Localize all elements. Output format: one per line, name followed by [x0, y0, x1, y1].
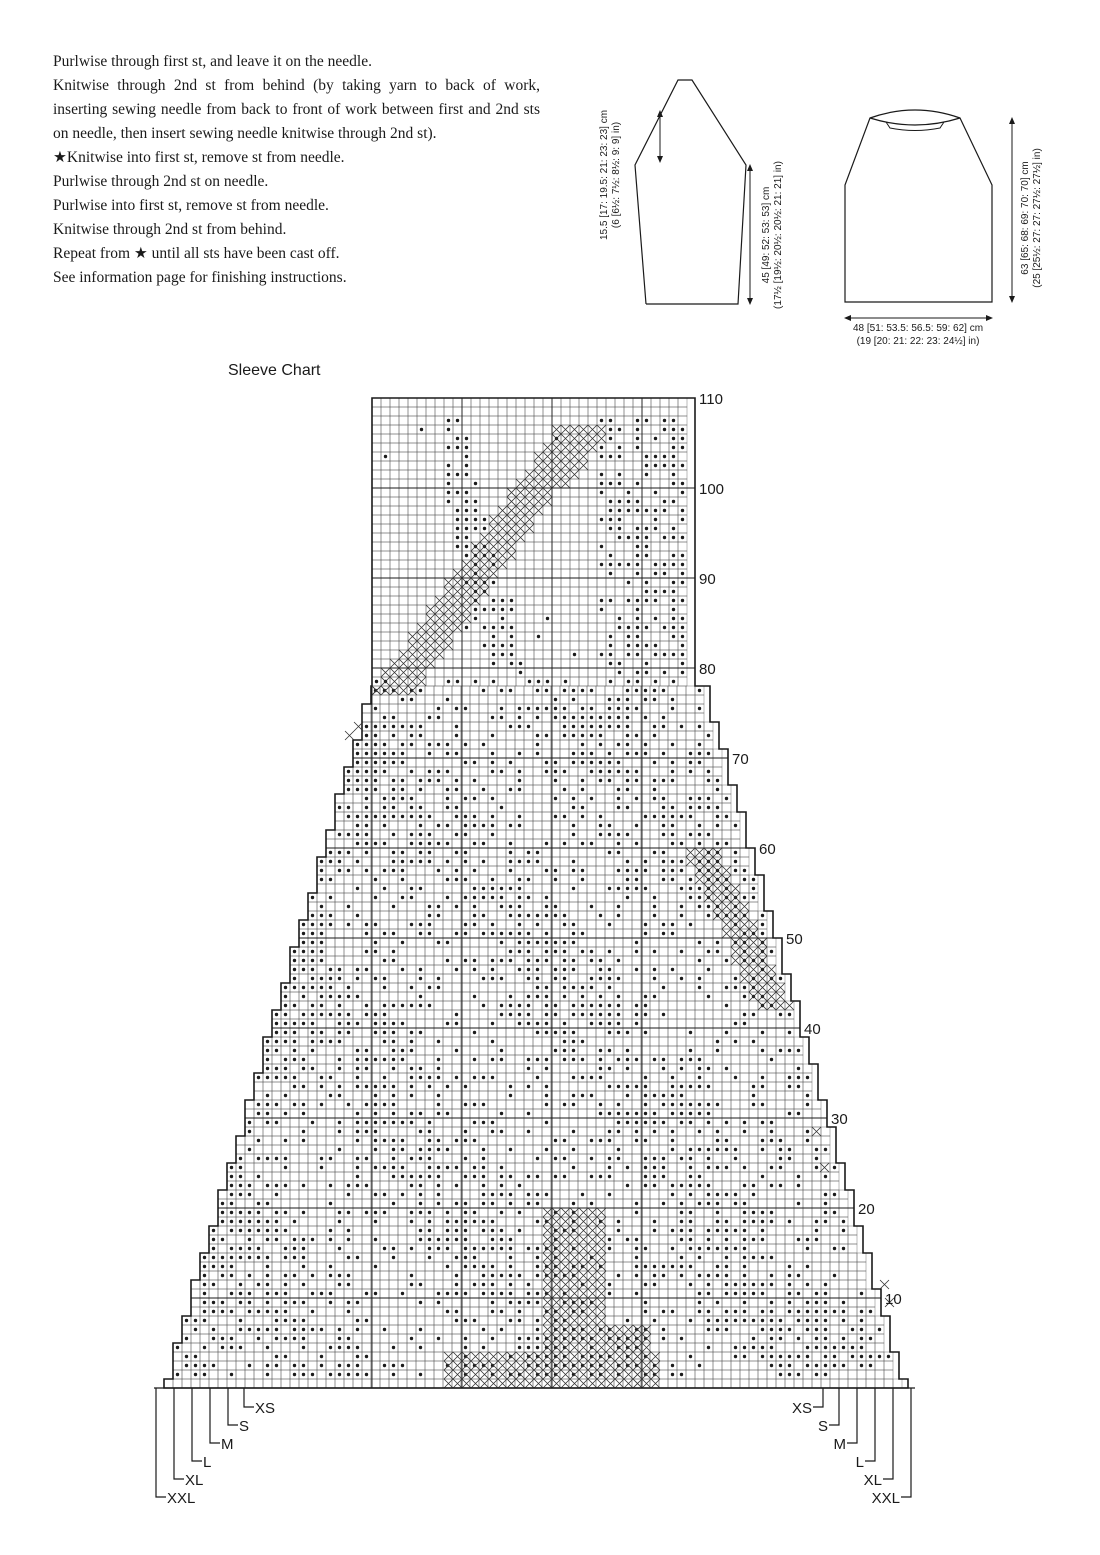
size-bracket-left: [174, 1388, 184, 1479]
chart-title: Sleeve Chart: [228, 362, 321, 379]
sleeve-length-cm: 45 [49: 52: 53: 53] cm: [761, 186, 772, 284]
row-label: 30: [831, 1111, 848, 1128]
instruction-line-5: Purlwise into first st, remove st from needle.: [53, 197, 329, 214]
row-label: 50: [786, 931, 803, 948]
size-label-right: M: [833, 1436, 846, 1453]
size-label-left: S: [239, 1418, 250, 1435]
body-length-cm: 63 [65: 68: 69: 70: 70] cm: [1020, 161, 1031, 275]
size-bracket-left: [192, 1388, 202, 1461]
size-label-left: L: [203, 1454, 212, 1471]
chart-grid: [164, 398, 902, 1388]
body-width-cm: 48 [51: 53.5: 56.5: 59: 62] cm: [852, 323, 984, 334]
instruction-line-8: See information page for finishing instructions.: [53, 269, 347, 286]
body-length-in: (25 [25½: 27: 27: 27½: 27½] in): [1032, 148, 1043, 288]
instruction-line-1: Purlwise through first st, and leave it on the needle.: [53, 53, 372, 70]
size-label-left: XL: [185, 1472, 204, 1489]
row-label: 80: [699, 661, 716, 678]
row-label: 40: [804, 1021, 821, 1038]
size-bracket-right: [883, 1388, 893, 1479]
size-bracket-right: [813, 1388, 823, 1407]
sleeve-cap-cm: 15.5 [17: 19.5: 21: 23: 23] cm: [599, 109, 610, 241]
size-label-right: XXL: [871, 1490, 900, 1507]
row-label: 100: [699, 481, 725, 498]
size-bracket-left: [156, 1388, 166, 1497]
instruction-line-7: Repeat from ★ until all sts have been cast off.: [53, 245, 340, 262]
size-bracket-right: [829, 1388, 839, 1425]
size-bracket-left: [228, 1388, 238, 1425]
size-label-left: M: [221, 1436, 234, 1453]
size-label-right: S: [817, 1418, 828, 1435]
row-label: 70: [732, 751, 749, 768]
size-bracket-right: [901, 1388, 911, 1497]
instruction-line-6: Knitwise through 2nd st from behind.: [53, 221, 287, 238]
size-bracket-left: [244, 1388, 254, 1407]
row-label: 110: [699, 391, 723, 408]
sleeve-cap-in: (6 [6½: 7½: 8½: 9: 9] in): [611, 121, 622, 229]
size-bracket-right: [847, 1388, 857, 1443]
row-label: 10: [885, 1291, 902, 1308]
instruction-line-4: Purlwise through 2nd st on needle.: [53, 173, 269, 190]
size-label-left: XS: [255, 1400, 276, 1417]
size-label-right: XS: [791, 1400, 812, 1417]
instruction-line-2: Knitwise through 2nd st from behind (by taking yarn to back of work, inserting sewing needle from back to front of work between first and 2nd sts on needle, then insert sewing needle knitwise through 2nd st).: [53, 77, 540, 142]
row-label: 20: [858, 1201, 875, 1218]
sleeve-length-in: (17½ [19½: 20½: 20½: 21: 21] in): [773, 161, 784, 309]
size-bracket-left: [210, 1388, 220, 1443]
size-label-left: XXL: [167, 1490, 196, 1507]
size-bracket-right: [865, 1388, 875, 1461]
instruction-line-3: ★Knitwise into first st, remove st from needle.: [53, 149, 345, 166]
size-label-right: XL: [863, 1472, 882, 1489]
size-label-right: L: [855, 1454, 864, 1471]
body-width-in: (19 [20: 21: 22: 23: 24½] in): [856, 336, 980, 347]
row-label: 60: [759, 841, 776, 858]
row-label: 90: [699, 571, 716, 588]
